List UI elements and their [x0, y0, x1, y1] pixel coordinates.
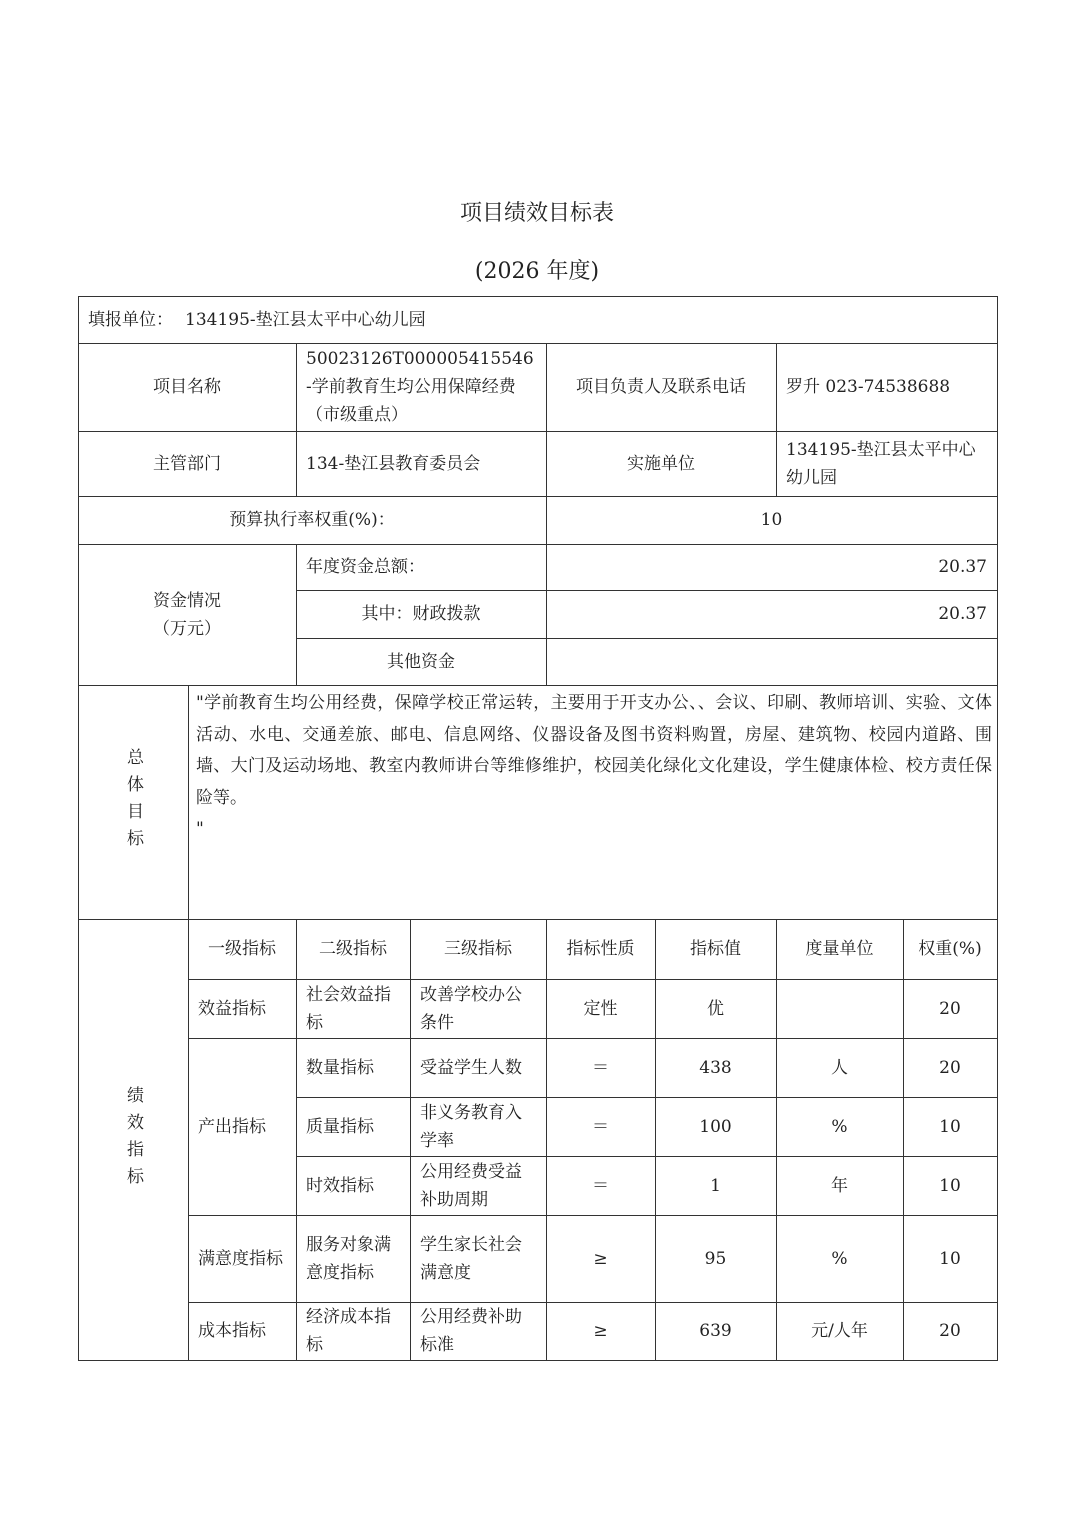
header-value: 指标值 — [690, 939, 741, 959]
row-value: 95 — [704, 1248, 727, 1269]
row-level3: 非义务教育入学率 — [420, 1102, 522, 1151]
row-value: 639 — [699, 1321, 732, 1341]
border — [78, 685, 998, 686]
row-value: 438 — [699, 1057, 732, 1078]
row-level2: 经济成本指标 — [306, 1307, 391, 1355]
department-label: 主管部门 — [153, 453, 221, 474]
group-benefit: 效益指标 — [198, 998, 266, 1019]
header-level3: 三级指标 — [444, 939, 512, 959]
row-unit: 元/人年 — [811, 1321, 868, 1341]
row-value: 优 — [707, 998, 724, 1019]
row-nature: ＝ — [592, 1116, 609, 1137]
row-unit: % — [831, 1248, 848, 1269]
implementing-unit-label: 实施单位 — [627, 453, 695, 474]
row-value: 100 — [699, 1116, 732, 1137]
row-unit: % — [831, 1116, 848, 1137]
goal-text — [196, 688, 992, 846]
budget-weight-label: 预算执行率权重(%)： — [229, 510, 395, 530]
row-nature: 定性 — [583, 998, 618, 1019]
border — [78, 1360, 998, 1361]
group-satisfaction: 满意度指标 — [198, 1248, 283, 1269]
project-lead-value: 罗升 023-74538688 — [786, 377, 951, 397]
project-name-value: 50023126T000005415546-学前教育生均公用保障经费（市级重点） — [306, 349, 534, 425]
group-cost: 成本指标 — [198, 1321, 266, 1341]
row-unit — [776, 979, 903, 1038]
indicators-label-text: 绩效指标 — [123, 1085, 143, 1194]
goal-label-text: 总体目标 — [123, 748, 143, 856]
implementing-unit-value: 134195-垫江县太平中心幼儿园 — [786, 439, 976, 488]
row-level3: 公用经费补助标准 — [420, 1307, 522, 1355]
border — [997, 296, 998, 1361]
row-level3: 学生家长社会满意度 — [420, 1234, 522, 1283]
row-level3: 改善学校办公条件 — [420, 984, 522, 1033]
reporting-unit-value: 134195-垫江县太平中心幼儿园 — [185, 309, 426, 330]
row-level2: 数量指标 — [306, 1057, 374, 1078]
funds-fiscal-value: 20.37 — [938, 604, 987, 624]
header-weight: 权重(%) — [918, 939, 982, 959]
funds-total-value: 20.37 — [938, 557, 987, 577]
row-weight: 10 — [939, 1248, 961, 1269]
funds-other-value — [546, 638, 997, 685]
row-weight: 10 — [939, 1116, 961, 1137]
row-weight: 20 — [939, 1321, 961, 1341]
row-level2: 服务对象满意度指标 — [306, 1234, 391, 1283]
goal-label — [78, 685, 188, 919]
group-output: 产出指标 — [198, 1116, 266, 1137]
row-level2: 社会效益指标 — [306, 984, 391, 1033]
goal-body: "学前教育生均公用经费，保障学校正常运转，主要用于开支办公、、会议、印刷、教师培训、实验、文体活动、水电、交通差旅、邮电、信息网络、仪器设备及图书资料购置，房屋、建筑物、校园内道路、围墙、大门及运动场地、教室内教师讲台等维修维护，校园美化绿化文化建设，学生健康体检、校方责任保险等。 — [196, 693, 992, 808]
department-value: 134-垫江县教育委员会 — [306, 453, 481, 474]
row-value: 1 — [710, 1175, 721, 1196]
row-level3: 受益学生人数 — [420, 1057, 522, 1078]
indicators-label — [78, 919, 188, 1360]
goal-closing: " — [196, 819, 204, 839]
budget-weight-value: 10 — [760, 510, 783, 530]
row-nature: ≥ — [593, 1321, 608, 1341]
funds-other-label: 其他资金 — [387, 651, 455, 672]
row-level3: 公用经费受益补助周期 — [420, 1161, 522, 1210]
page-title: 项目绩效目标表 — [459, 201, 614, 226]
header-unit: 度量单位 — [805, 939, 874, 959]
row-nature: ≥ — [593, 1248, 608, 1269]
row-nature: ＝ — [592, 1175, 609, 1196]
header-nature: 指标性质 — [566, 939, 635, 959]
row-unit: 人 — [831, 1057, 848, 1078]
funds-total-label: 年度资金总额： — [306, 557, 425, 577]
row-weight: 10 — [939, 1175, 961, 1196]
funds-fiscal-label: 其中：财政拨款 — [361, 604, 481, 624]
reporting-unit — [78, 296, 998, 343]
row-level2: 质量指标 — [306, 1116, 374, 1137]
row-unit: 年 — [831, 1175, 848, 1196]
row-level2: 时效指标 — [306, 1175, 374, 1196]
project-name-label: 项目名称 — [153, 377, 221, 397]
row-nature: ＝ — [592, 1057, 609, 1078]
reporting-unit-label: 填报单位： — [88, 309, 173, 330]
header-level1: 一级指标 — [208, 939, 276, 959]
page-subtitle: (2026 年度) — [474, 259, 600, 284]
row-weight: 20 — [939, 998, 961, 1019]
funds-label: 资金情况（万元） — [153, 590, 221, 639]
header-level2: 二级指标 — [319, 939, 387, 959]
project-lead-label: 项目负责人及联系电话 — [576, 377, 746, 397]
row-weight: 20 — [939, 1057, 961, 1078]
